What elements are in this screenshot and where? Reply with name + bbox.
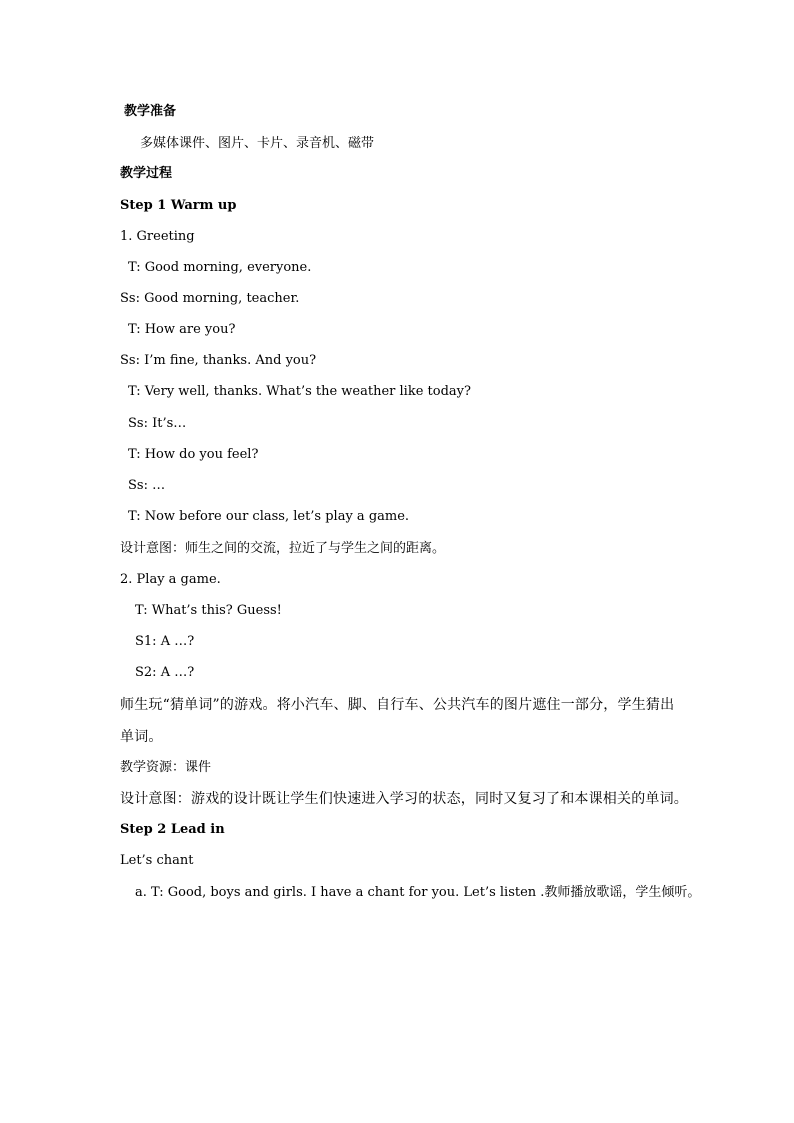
dialogue-line: T: Very well, thanks. What’s the weather like today? [128, 384, 471, 399]
game-title: 2. Play a game. [120, 572, 221, 587]
step1-title: Step 1 Warm up [120, 198, 237, 213]
game-description-continued: 单词。 [120, 729, 163, 745]
game-dialogue-line: S1: A …? [135, 634, 195, 649]
design-intent-2: 设计意图：游戏的设计既让学生们快速进入学习的状态，同时又复习了和本课相关的单词。 [120, 791, 688, 807]
step2-title: Step 2 Lead in [120, 822, 225, 837]
chant-instruction: a. T: Good, boys and girls. I have a chant for you. Let’s listen .教师播放歌谣，学生倾听。 [135, 885, 701, 900]
greeting-title: 1. Greeting [120, 229, 195, 244]
dialogue-line: Ss: I’m fine, thanks. And you? [120, 353, 317, 368]
dialogue-line: T: Now before our class, let’s play a game. [128, 509, 410, 524]
chant-title: Let’s chant [120, 853, 194, 868]
dialogue-line: T: How do you feel? [128, 447, 259, 462]
dialogue-line: T: Good morning, everyone. [128, 260, 312, 275]
design-intent-1: 设计意图：师生之间的交流，拉近了与学生之间的距离。 [120, 541, 446, 556]
dialogue-line: Ss: It’s… [128, 416, 187, 431]
heading-teaching-preparation: 教学准备 [124, 104, 177, 119]
dialogue-line: T: How are you? [128, 322, 236, 337]
teaching-resource: 教学资源：课件 [120, 760, 212, 775]
dialogue-line: Ss: Good morning, teacher. [120, 291, 300, 306]
heading-teaching-process: 教学过程 [120, 166, 173, 181]
game-dialogue-line: S2: A …? [135, 665, 195, 680]
dialogue-line: Ss: … [128, 478, 166, 493]
game-description: 师生玩“猜单词”的游戏。将小汽车、脚、自行车、公共汽车的图片遮住一部分，学生猜出 [120, 697, 675, 713]
preparation-items: 多媒体课件、图片、卡片、录音机、磁带 [140, 136, 375, 151]
game-dialogue-line: T: What’s this? Guess! [135, 603, 282, 618]
